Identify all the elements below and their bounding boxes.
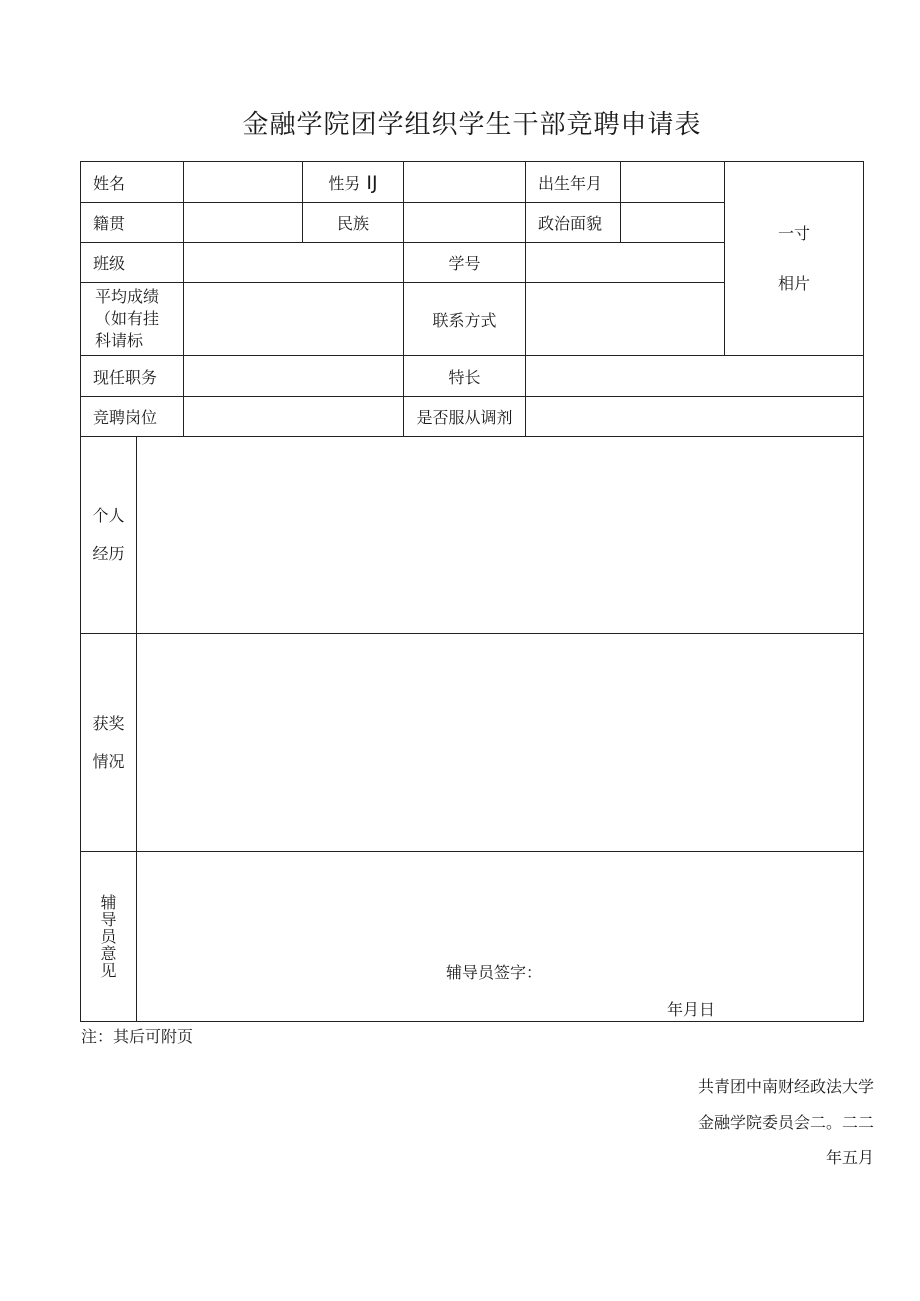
- birth-field[interactable]: [621, 162, 725, 203]
- student-id-label: 学号: [404, 243, 526, 283]
- advisor-label-char: 导: [100, 910, 117, 929]
- form-title: 金融学院团学组织学生干部竞聘申请表: [242, 110, 702, 140]
- advisor-opinion-field[interactable]: [137, 852, 864, 1022]
- advisor-label-char: 意: [100, 944, 117, 963]
- issue-date: 年五月: [825, 1148, 874, 1167]
- name-field[interactable]: [184, 162, 303, 203]
- experience-field[interactable]: [137, 437, 864, 634]
- issuer-line1: 共青团中南财经政法大学: [697, 1077, 874, 1096]
- apply-post-field[interactable]: [184, 397, 404, 437]
- position-field[interactable]: [184, 356, 404, 397]
- native-label: 籍贯: [81, 203, 184, 243]
- gpa-field[interactable]: [184, 283, 404, 356]
- political-label: 政治面貌: [526, 203, 621, 243]
- advisor-label-char: 辅: [100, 893, 117, 912]
- specialty-label: 特长: [404, 356, 526, 397]
- obey-field[interactable]: [526, 397, 864, 437]
- gender-mark: IJ: [366, 171, 378, 194]
- advisor-label-char: 员: [100, 927, 117, 946]
- awards-label-line1: 获奖: [92, 713, 125, 733]
- ethnicity-field[interactable]: [404, 203, 526, 243]
- contact-field[interactable]: [526, 283, 725, 356]
- name-label: 姓名: [81, 162, 184, 203]
- native-field[interactable]: [184, 203, 303, 243]
- application-form-table: [80, 161, 864, 1022]
- advisor-opinion-label: [81, 852, 137, 1022]
- issuer-line2: 金融学院委员会二。二二: [697, 1113, 874, 1132]
- obey-label: 是否服从调剂: [404, 397, 526, 437]
- contact-label: 联系方式: [404, 283, 526, 356]
- awards-label: [81, 634, 137, 852]
- class-label: 班级: [81, 243, 184, 283]
- photo-label-line2: 相片: [778, 273, 811, 293]
- birth-label: 出生年月: [526, 162, 621, 203]
- position-label: 现任职务: [81, 356, 184, 397]
- specialty-field[interactable]: [526, 356, 864, 397]
- gpa-label-line3: 科请标: [95, 331, 144, 350]
- awards-field[interactable]: [137, 634, 864, 852]
- experience-label: [81, 437, 137, 634]
- gpa-label: [81, 283, 184, 356]
- gender-label-cell: [303, 162, 404, 203]
- advisor-signature-label: 辅导员签字：: [446, 963, 543, 982]
- class-field[interactable]: [184, 243, 404, 283]
- student-id-field[interactable]: [526, 243, 725, 283]
- gender-label: 性另: [328, 173, 361, 193]
- footnote: 注：其后可附页: [81, 1027, 194, 1046]
- political-field[interactable]: [621, 203, 725, 243]
- photo-label-line1: 一寸: [778, 223, 811, 243]
- experience-label-line2: 经历: [92, 544, 125, 563]
- gpa-label-line2: （如有挂: [95, 309, 160, 328]
- gender-field[interactable]: [404, 162, 526, 203]
- awards-label-line2: 情况: [92, 751, 125, 771]
- apply-post-label: 竞聘岗位: [81, 397, 184, 437]
- photo-box[interactable]: [725, 162, 864, 356]
- gpa-label-line1: 平均成绩: [95, 287, 160, 306]
- advisor-date-label: 年月日: [667, 1000, 716, 1019]
- experience-label-line1: 个人: [92, 506, 125, 525]
- advisor-label-char: 见: [100, 961, 117, 980]
- ethnicity-label: 民族: [303, 203, 404, 243]
